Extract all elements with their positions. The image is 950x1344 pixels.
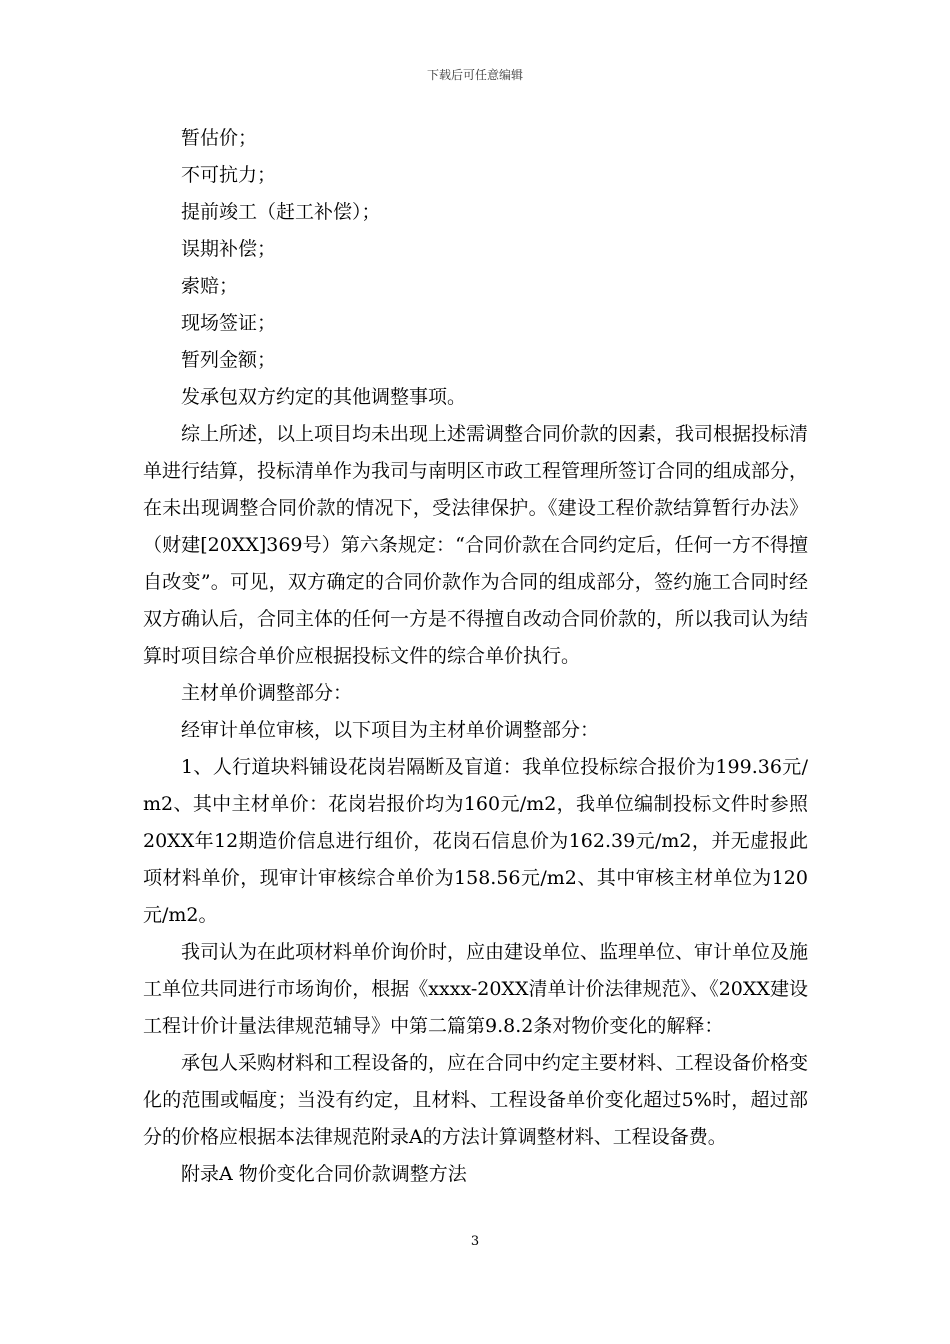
paragraph-audit-intro: 经审计单位审核，以下项目为主材单价调整部分：: [181, 719, 600, 741]
paragraph-section-heading: 主材单价调整部分：: [181, 682, 353, 704]
paragraph-summary: 综上所述，以上项目均未出现上述需调整合同价款的因素，我司根据投标清单进行结算，投标清单作为我司与南明区市政工程管理所签订合同的组成部分，在未出现调整合同价款的情况下，受法律保护。《建设工程价款结算暂行办法》（财建[20XX]369号）第六条规定：“合同价款在合同约定后，任何一方不得擅自改变”。可见，双方确定的合同价款作为合同的组成部分，签约施工合同时经双方确认后，合同主体的任何一方是不得擅自改动合同价款的，所以我司认为结算时项目综合单价应根据投标文件的综合单价执行。: [143, 423, 809, 667]
list-item-other-adjustments: 发承包双方约定的其他调整事项。: [181, 386, 467, 408]
document-body: [143, 120, 808, 1193]
list-item-early-completion: 提前竣工（赶工补偿）；: [181, 201, 381, 223]
paragraph-inquiry: 我司认为在此项材料单价询价时，应由建设单位、监理单位、审计单位及施工单位共同进行市场询价，根据《xxxx-20XX清单计价法律规范》、《20XX建设工程计价计量法律规范辅导》中第二篇第9.8.2条对物价变化的解释：: [143, 941, 809, 1037]
page-number: 3: [470, 1234, 480, 1249]
list-item-delay-compensation: 误期补偿；: [181, 238, 277, 260]
page-header: 下载后可任意编辑: [426, 68, 523, 82]
list-item-claims: 索赔；: [181, 275, 239, 297]
list-item-force-majeure: 不可抗力；: [181, 164, 277, 186]
paragraph-contractor-procurement: 承包人采购材料和工程设备的，应在合同中约定主要材料、工程设备价格变化的范围或幅度；当没有约定，且材料、工程设备单价变化超过5%时，超过部分的价格应根据本法律规范附录A的方法计算调整材料、工程设备费。: [143, 1052, 809, 1148]
list-item-provisional-price: 暂估价；: [181, 127, 258, 149]
list-item-site-visa: 现场签证；: [181, 312, 277, 334]
paragraph-appendix-a: 附录A 物价变化合同价款调整方法: [181, 1163, 467, 1185]
paragraph-item-1: 1、人行道块料铺设花岗岩隔断及盲道：我单位投标综合报价为199.36元/m2、其中主材单价：花岗岩报价均为160元/m2，我单位编制投标文件时参照20XX年12期造价信息进行组价，花岗石信息价为162.39元/m2，并无虚报此项材料单价，现审计审核综合单价为158.56元/m2、其中审核主材单位为120元/m2。: [143, 756, 808, 926]
list-item-provisional-sum: 暂列金额；: [181, 349, 277, 371]
